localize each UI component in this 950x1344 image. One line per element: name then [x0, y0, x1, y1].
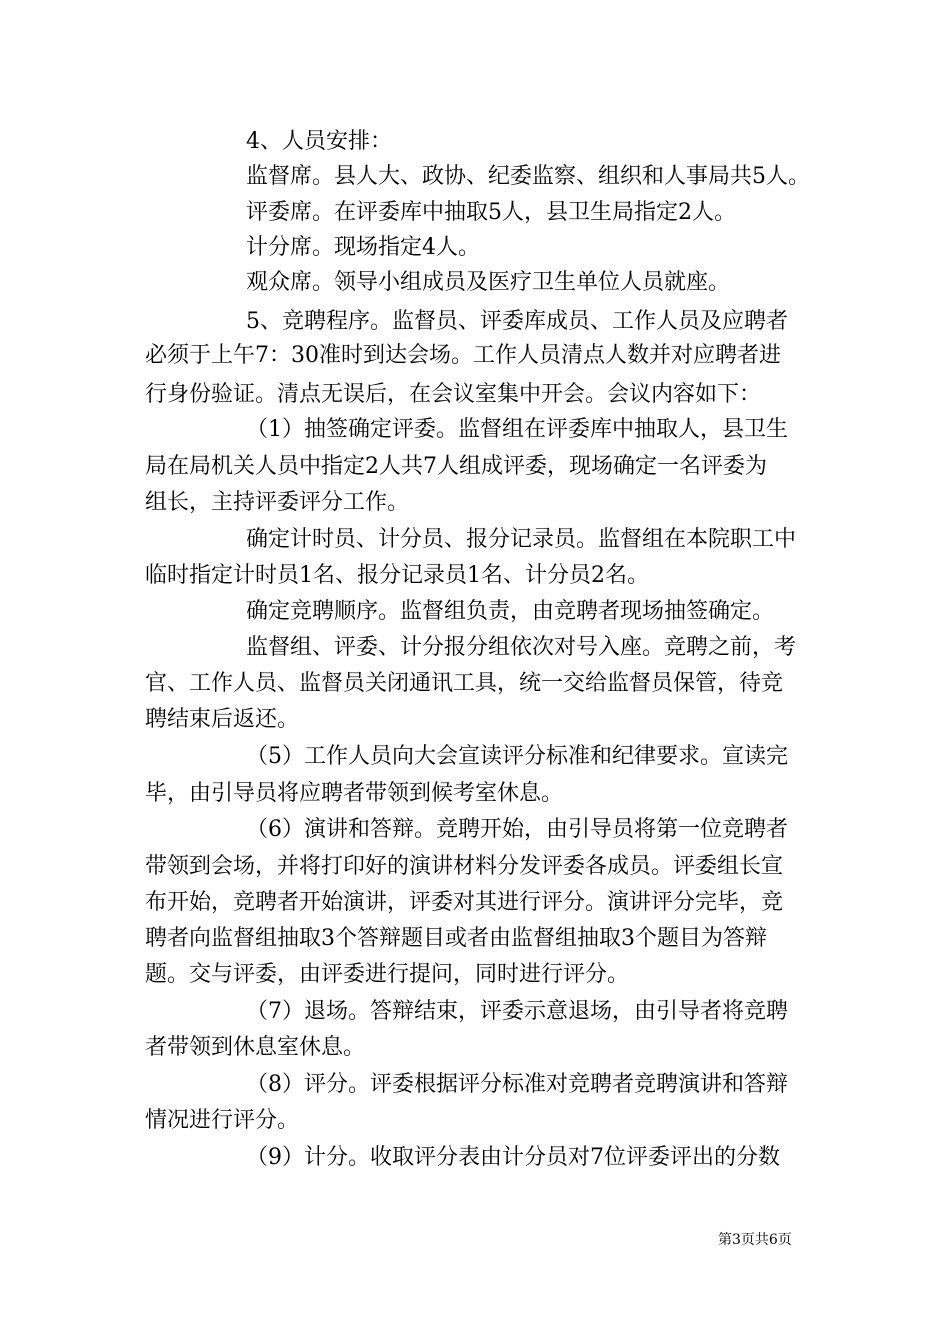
text-line: 确定竞聘顺序。监督组负责，由竞聘者现场抽签确定。 [246, 599, 775, 624]
text-line: （6）演讲和答辩。竞聘开始，由引导员将第一位竞聘者 [246, 817, 788, 842]
text-line: 聘结束后返还。 [145, 707, 300, 732]
text-line: 监督组、评委、计分报分组依次对号入座。竞聘之前，考 [246, 635, 797, 660]
text-line: 行身份验证。清点无误后，在会议室集中开会。会议内容如下： [145, 382, 762, 407]
text-line: 5、竞聘程序。监督员、评委库成员、工作人员及应聘者 [246, 309, 788, 334]
text-line: （8）评分。评委根据评分标准对竞聘者竞聘演讲和答辩 [246, 1072, 788, 1097]
text-line: 局在局机关人员中指定2人共7人组成评委，现场确定一名评委为 [145, 454, 767, 479]
text-line: （5）工作人员向大会宣读评分标准和纪律要求。宣读完 [246, 744, 788, 769]
text-line: 4、人员安排： [246, 129, 392, 154]
text-line: 官、工作人员、监督员关闭通讯工具，统一交给监督员保管，待竞 [145, 671, 784, 696]
text-line: （7）退场。答辩结束，评委示意退场，由引导者将竞聘 [246, 999, 788, 1024]
text-line: 情况进行评分。 [145, 1108, 300, 1133]
text-line: 者带领到休息室休息。 [145, 1035, 366, 1060]
text-line: 组长，主持评委评分工作。 [145, 490, 410, 515]
text-line: 必须于上午7：30准时到达会场。工作人员清点人数并对应聘者进 [145, 343, 781, 368]
page-number: 第3页共6页 [718, 1232, 792, 1248]
text-line: 临时指定计时员1名、报分记录员1名、计分员2名。 [145, 563, 649, 588]
text-line: 毕，由引导员将应聘者带领到候考室休息。 [145, 781, 564, 806]
text-line: 计分席。现场指定4人。 [246, 235, 480, 260]
text-line: 题。交与评委，由评委进行提问，同时进行评分。 [145, 962, 630, 987]
text-line: （9）计分。收取评分表由计分员对7位评委评出的分数 [246, 1145, 780, 1170]
text-line: 聘者向监督组抽取3个答辩题目或者由监督组抽取3个题目为答辩 [145, 926, 767, 951]
text-line: 评委席。在评委库中抽取5人，县卫生局指定2人。 [246, 200, 736, 225]
text-line: 带领到会场，并将打印好的演讲材料分发评委各成员。评委组长宣 [145, 854, 784, 879]
text-line: 布开始，竞聘者开始演讲，评委对其进行评分。演讲评分完毕，竞 [145, 890, 784, 915]
text-line: 确定计时员、计分员、报分记录员。监督组在本院职工中 [246, 527, 797, 552]
text-line: 监督席。县人大、政协、纪委监察、组织和人事局共5人。 [246, 164, 810, 189]
text-line: 观众席。领导小组成员及医疗卫生单位人员就座。 [246, 270, 731, 295]
text-line: （1）抽签确定评委。监督组在评委库中抽取人，县卫生 [246, 417, 788, 442]
